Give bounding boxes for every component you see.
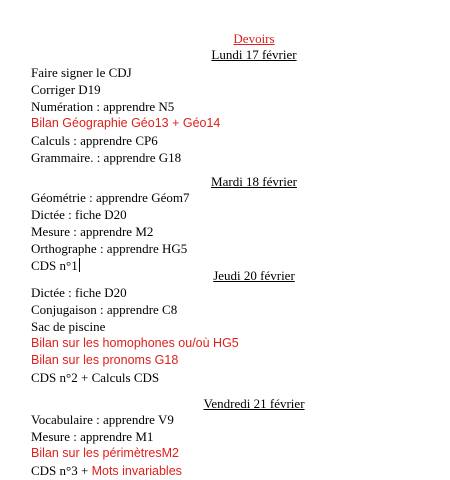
list-item: Conjugaison : apprendre C8 [31, 302, 178, 317]
list-item: Sac de piscine [31, 319, 106, 334]
day-heading-lundi: Lundi 17 février [211, 47, 297, 62]
list-item: Corriger D19 [31, 82, 101, 97]
list-item: Mesure : apprendre M2 [31, 224, 154, 239]
list-item: Grammaire. : apprendre G18 [31, 150, 182, 165]
list-item: Faire signer le CDJ [31, 65, 132, 80]
list-item: Mesure : apprendre M1 [31, 429, 154, 444]
homework-list-mardi [31, 189, 189, 274]
day-heading-jeudi: Jeudi 20 février [213, 268, 295, 283]
day-heading-mardi: Mardi 18 février [211, 174, 297, 189]
list-item-highlighted-suffix: Mots invariables [91, 464, 182, 478]
list-item: CDS n°2 + Calculs CDS [31, 370, 160, 385]
list-item-text: CDS n°1 [31, 258, 78, 273]
list-item-highlighted: Bilan sur les périmètresM2 [31, 446, 179, 460]
homework-list-jeudi [31, 284, 239, 386]
list-item: Dictée : fiche D20 [31, 207, 127, 222]
list-item-mixed [31, 462, 182, 479]
list-item: Géométrie : apprendre Géom7 [31, 190, 190, 205]
page-title: Devoirs [233, 31, 275, 46]
homework-list-vendredi [31, 411, 182, 479]
list-item-highlighted: Bilan sur les homophones ou/où HG5 [31, 336, 239, 350]
list-item-text: CDS n°3 + [31, 463, 92, 478]
day-heading-vendredi: Vendredi 21 février [203, 396, 305, 411]
list-item: Numération : apprendre N5 [31, 99, 175, 114]
list-item-highlighted: Bilan Géographie Géo13 + Géo14 [31, 116, 221, 130]
list-item: Vocabulaire : apprendre V9 [31, 412, 174, 427]
homework-list-lundi [31, 64, 220, 166]
list-item: Orthographe : apprendre HG5 [31, 241, 188, 256]
list-item: Calculs : apprendre CP6 [31, 133, 158, 148]
list-item: Dictée : fiche D20 [31, 285, 127, 300]
list-item-highlighted: Bilan sur les pronoms G18 [31, 353, 179, 367]
